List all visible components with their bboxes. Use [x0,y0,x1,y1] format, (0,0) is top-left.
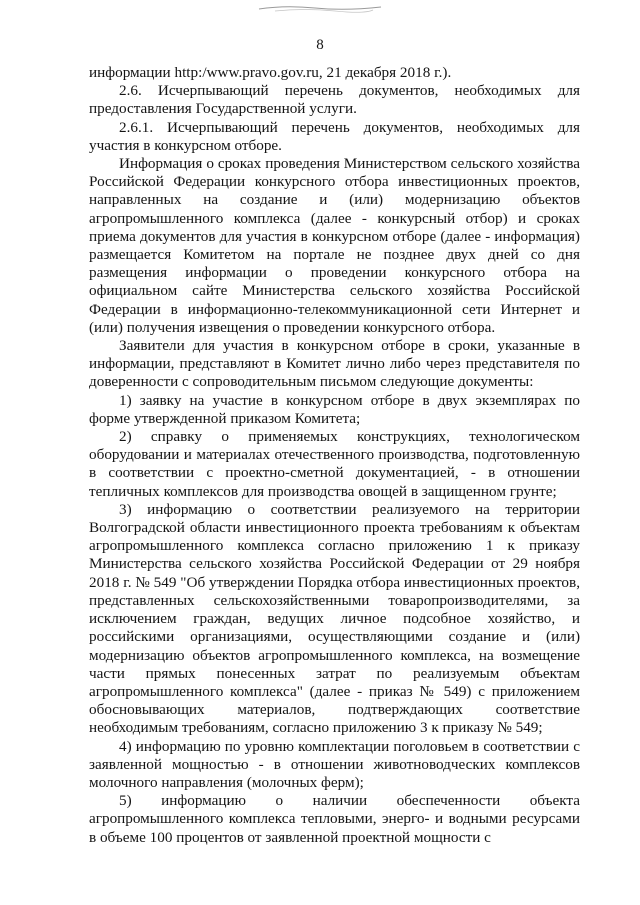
paragraph-information-deadlines: Информация о сроках проведения Министерством сельского хозяйства Российской Федерации конкурсного отбора инвестиционных проектов, направленных на создание и (или) модернизацию объектов агропромышленного комплекса (далее - конкурсный отбор) и сроках приема документов для участия в конкурсном отборе (далее - информация) размещается Комитетом на портале не позднее двух дней со дня размещения информации о проведении конкурсного отбора на официальном сайте Министерства сельского хозяйства Российской Федерации в информационно-телекоммуникационной сети Интернет и (или) получения извещения о проведении конкурсного отбора. [89,155,580,336]
paragraph-continuation: информации http:/www.pravo.gov.ru, 21 декабря 2018 г.). [89,64,452,81]
paragraph-applicants: Заявители для участия в конкурсном отборе в сроки, указанные в информации, представляют в Комитет лично либо через представителя по доверенности с сопроводительным письмом следующие документы: [89,337,580,391]
page-number: 8 [316,37,324,53]
list-item-3: 3) информацию о соответствии реализуемого на территории Волгоградской области инвестиционного проекта требованиям к объектам агропромышленного комплекса согласно приложению 1 к приказу Министерства сельского хозяйства Российской Федерации от 29 ноября 2018 г. № 549 "Об утверждении Порядка отбора инвестиционных проектов, представленных сельскохозяйственными товаропроизводителями, за исключением граждан, ведущих личное подсобное хозяйство, и российскими организациями, осуществляющими создание и (или) модернизацию объектов агропромышленного комплекса, на возмещение части прямых понесенных затрат по реализуемым объектам агропромышленного комплекса" (далее - приказ № 549) с приложением обосновывающих материалов, подтверждающих соответствие необходимым требованиям, согласно приложению 3 к приказу № 549; [89,500,580,737]
section-2-6-heading: 2.6. Исчерпывающий перечень документов, необходимых для предоставления Государственной услуги. [89,82,580,118]
scan-artifact [255,3,385,13]
section-2-6-1-heading: 2.6.1. Исчерпывающий перечень документов, необходимых для участия в конкурсном отборе. [89,118,580,154]
list-item-1: 1) заявку на участие в конкурсном отборе в двух экземплярах по форме утвержденной приказом Комитета; [89,391,580,427]
list-item-4: 4) информацию по уровню комплектации поголовьем в соответствии с заявленной мощностью - в отношении животноводческих комплексов молочного направления (молочных ферм); [89,737,580,791]
list-item-5: 5) информацию о наличии обеспеченности объекта агропромышленного комплекса тепловыми, энерго- и водными ресурсами в объеме 100 процентов от заявленной проектной мощности с [89,792,580,846]
list-item-2: 2) справку о применяемых конструкциях, технологическом оборудовании и материалах отечественного производства, подготовленную в соответствии с проектно-сметной документацией, - в отношении тепличных комплексов для производства овощей в защищенном грунте; [89,428,580,500]
document-body [89,64,580,847]
